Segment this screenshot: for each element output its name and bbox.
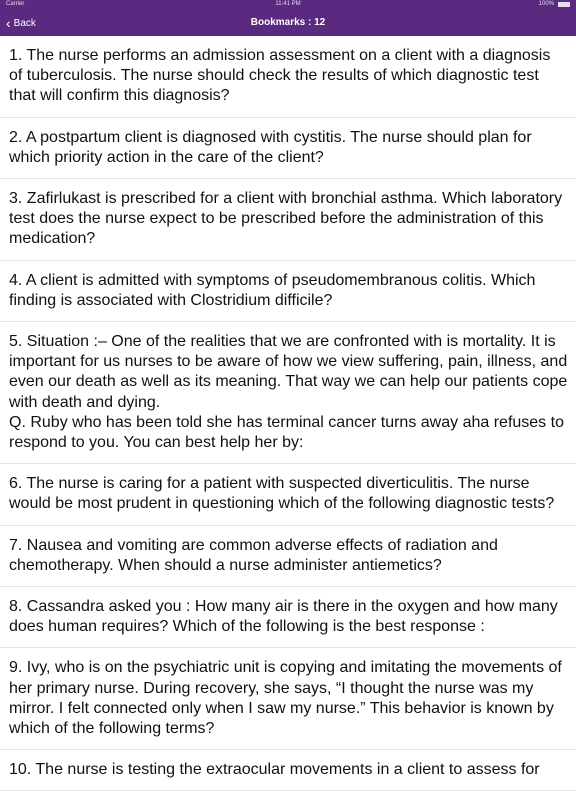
question-text: 6. The nurse is caring for a patient with suspected diverticulitis. The nurse would be most prudent in questioning which of the following diagnostic tests? [9,475,555,513]
bookmark-item-10[interactable] [0,750,576,791]
question-text: 10. The nurse is testing the extraocular movements in a client to assess for [9,761,540,779]
question-text: 3. Zafirlukast is prescribed for a client with bronchial asthma. Which laboratory test does the nurse expect to be prescribed before the administration of this medication? [9,190,563,248]
bookmark-item-7[interactable] [0,526,576,587]
bookmark-item-4[interactable] [0,261,576,322]
back-label: Back [13,17,36,29]
question-text: 8. Cassandra asked you : How many air is there in the oxygen and how many does human requires? Which of the following is the best response : [9,598,558,636]
bookmark-item-1[interactable] [0,36,576,118]
question-text: 7. Nausea and vomiting are common adverse effects of radiation and chemotherapy. When should a nurse administer antiemetics? [9,536,498,574]
carrier-label: Carrier [6,1,25,7]
question-text: 2. A postpartum client is diagnosed with cystitis. The nurse should plan for which priority action in the care of the client? [9,128,532,166]
navigation-bar [0,10,576,36]
chevron-left-icon: ‹ [6,15,11,31]
status-bar [0,0,576,10]
bookmark-list[interactable] [0,36,576,779]
bookmark-item-5[interactable] [0,322,576,464]
bookmark-item-9[interactable] [0,648,576,750]
bookmark-item-2[interactable] [0,118,576,179]
question-text: Q. Ruby who has been told she has terminal cancer turns away aha refuses to respond to you. You can best help her by: [9,413,564,452]
status-time: 11:41 PM [275,1,301,7]
bookmark-item-6[interactable] [0,464,576,525]
page-title: Bookmarks : 12 [250,17,326,28]
question-text: 4. A client is admitted with symptoms of pseudomembranous colitis. Which finding is associated with Clostridium difficile? [9,271,536,309]
bookmark-item-8[interactable] [0,587,576,648]
question-text: 9. Ivy, who is on the psychiatric unit is copying and imitating the movements of her primary nurse. During recovery, she says, “I thought the nurse was my mirror. I felt connected only when I saw my nurse.” This behavior is known by which of the following terms? [9,659,562,738]
question-situation-text: 5. Situation :– One of the realities that we are confronted with is mortality. It is important for us nurses to be aware of how we view suffering, pain, illness, and even our death as well as its meaning. That way we can help our patients cope with death and dying. [9,333,568,411]
battery-icon [558,2,570,7]
bookmark-item-3[interactable] [0,179,576,261]
battery-percent: 100% [538,1,554,7]
question-text: 1. The nurse performs an admission assessment on a client with a diagnosis of tuberculosis. The nurse should check the results of which diagnostic test that will confirm this diagnosis? [9,47,551,105]
